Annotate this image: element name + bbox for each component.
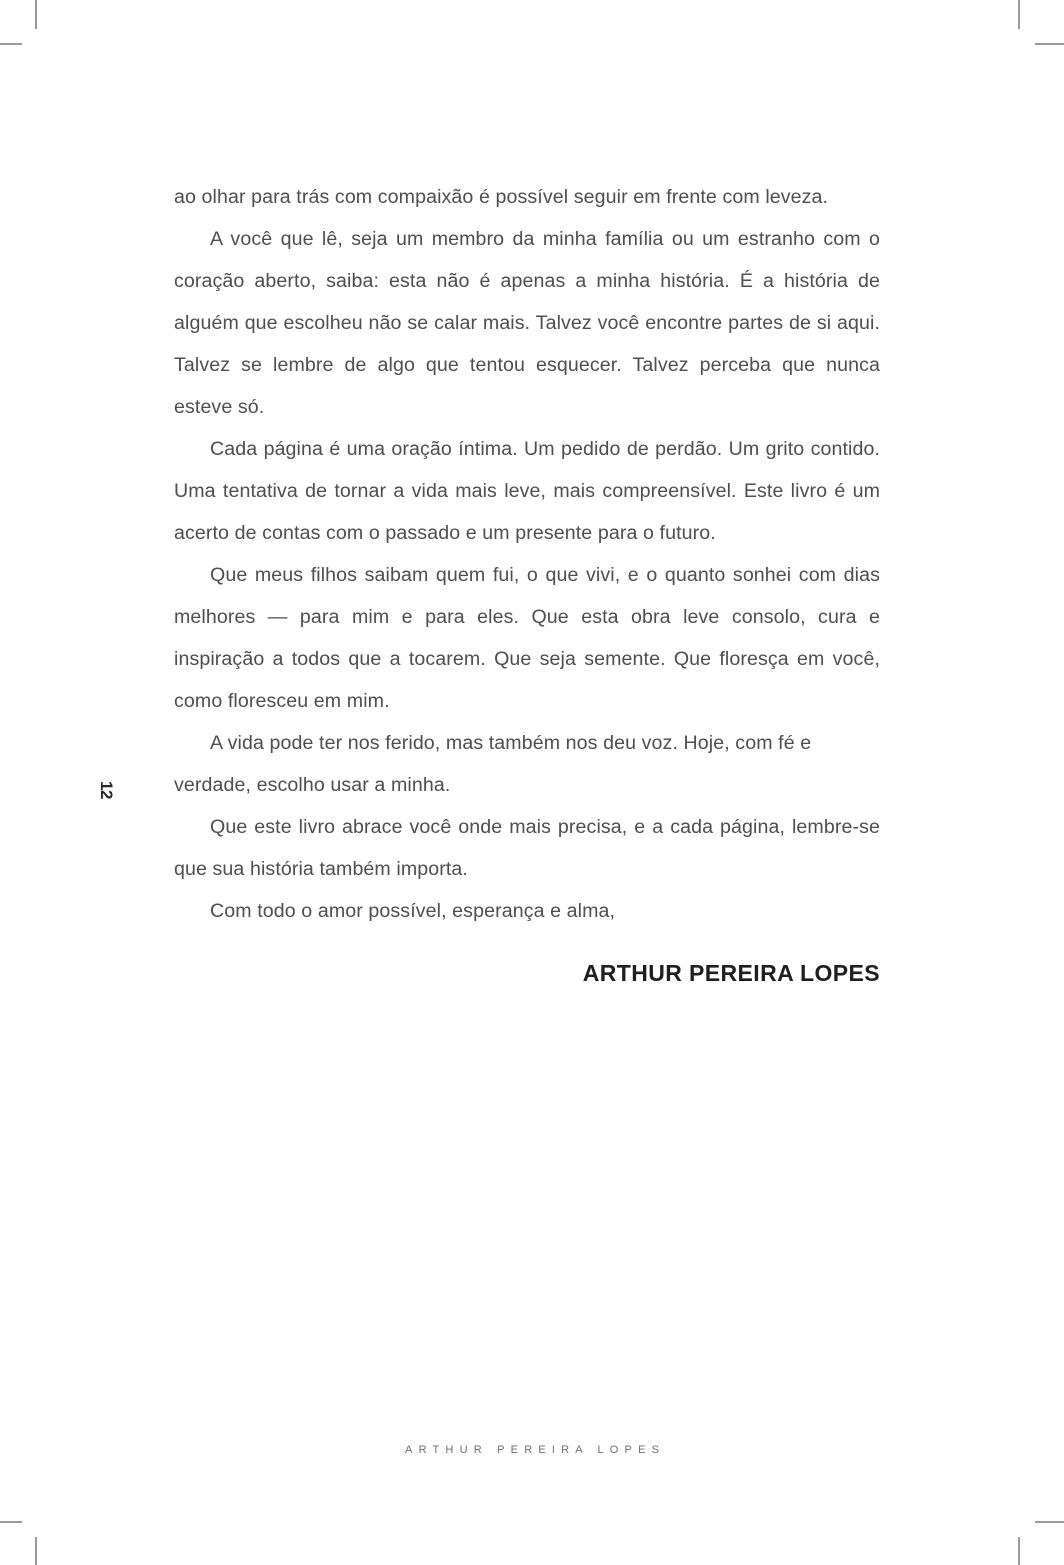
body-text-column: [174, 176, 880, 987]
crop-mark-bottom-right-vertical: [1018, 1537, 1020, 1565]
paragraph: Que meus filhos saibam quem fui, o que vivi, e o quanto sonhei com dias melhores — para mim e para eles. Que esta obra leve consolo, cura e inspiração a todos que a tocarem. Que seja semente. Que floresça em você, como floresceu em mim.: [174, 564, 880, 712]
crop-mark-top-right-vertical: [1018, 0, 1020, 29]
author-signature: ARTHUR PEREIRA LOPES: [582, 960, 880, 986]
crop-mark-bottom-left-vertical: [35, 1537, 37, 1565]
crop-mark-top-left-vertical: [35, 0, 37, 29]
paragraph: Com todo o amor possível, esperança e alma,: [210, 900, 616, 922]
crop-mark-bottom-left-horizontal: [0, 1521, 22, 1523]
crop-mark-bottom-right-horizontal: [1035, 1521, 1064, 1523]
paragraph: A vida pode ter nos ferido, mas também nos deu voz. Hoje, com fé e verdade, escolho usar a minha.: [174, 732, 812, 796]
paragraph: Que este livro abrace você onde mais precisa, e a cada página, lembre-se que sua história também importa.: [174, 816, 880, 880]
paragraph: A você que lê, seja um membro da minha família ou um estranho com o coração aberto, saiba: esta não é apenas a minha história. É a história de alguém que escolheu não se calar mais. Talvez você encontre partes de si aqui. Talvez se lembre de algo que tentou esquecer. Talvez perceba que nunca esteve só.: [174, 228, 880, 418]
crop-mark-top-right-horizontal: [1035, 43, 1064, 45]
crop-mark-top-left-horizontal: [0, 43, 22, 45]
page-number: 12: [97, 781, 116, 799]
paragraph: Cada página é uma oração íntima. Um pedido de perdão. Um grito contido. Uma tentativa de tornar a vida mais leve, mais compreensível. Este livro é um acerto de contas com o passado e um presente para o futuro.: [174, 438, 880, 544]
running-footer: ARTHUR PEREIRA LOPES: [405, 1444, 666, 1456]
paragraph: ao olhar para trás com compaixão é possível seguir em frente com leveza.: [174, 186, 829, 208]
